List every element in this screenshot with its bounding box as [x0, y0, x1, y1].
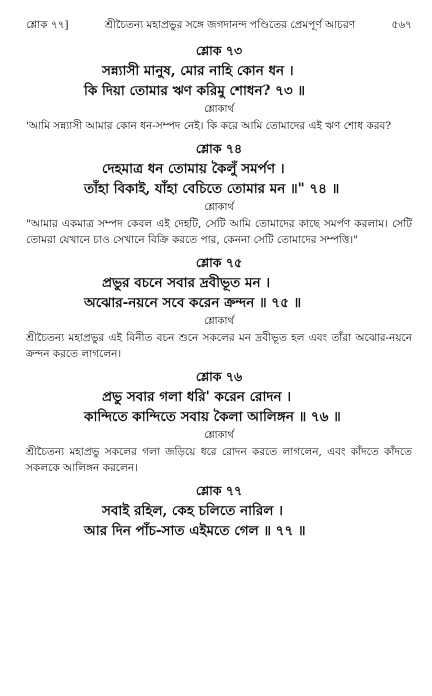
- page-number: ৫৬৭: [391, 19, 412, 31]
- translation-text: শ্রীচৈতন্য মহাপ্রভুর এই বিনীত বচন শুনে সকলের মন দ্রবীভূত হল এবং তাঁরা অঝোর-নয়নে ক্রন্দন করতে লাগলেন।: [26, 332, 412, 360]
- verse-block-75: [26, 254, 412, 362]
- translation-text: শ্রীচৈতন্য মহাপ্রভু সকলের গলা জড়িয়ে ধরে রোদন করতে লাগলেন, এবং কাঁদতে কাঁদতে সকলকে আলিঙ্গন করলেন।: [26, 446, 412, 474]
- header-chapter-title: শ্রীচৈতন্য মহাপ্রভুর সঙ্গে জগদানন্দ পণ্ডিতের প্রেমপূর্ণ আচরণ: [105, 19, 356, 31]
- verse-line-1: সন্ন্যাসী মানুষ, মোর নাহি কোন ধন ।: [102, 63, 294, 79]
- verse-block-73: [26, 42, 412, 134]
- verse-line-2: কান্দিতে কান্দিতে সবায় কৈলা আলিঙ্গন ॥ ৭৬ ॥: [84, 409, 341, 425]
- verse-line-1: প্রভু সবার গলা ধরি' করেন রোদন ।: [102, 389, 292, 405]
- verse-line-2: অঝোর-নয়নে সবে করেন ক্রন্দন ॥ ৭৫ ॥: [84, 295, 302, 311]
- verse-heading: শ্লোক ৭৫: [195, 255, 243, 270]
- translation-label: শ্লোকার্থ: [204, 316, 234, 327]
- verse-heading: শ্লোক ৭৬: [195, 369, 243, 384]
- verse-line-1: সবাই রহিল, কেহ চলিতে নারিল ।: [102, 503, 283, 519]
- translation-text: 'আমি সন্ন্যাসী আমার কোন ধন-সম্পদ নেই। কি করে আমি তোমাদের এই ঋণ শোধ করব?: [26, 120, 392, 132]
- verse-line-2: কি দিয়া তোমার ঋণ করিমু শোধন? ৭৩ ॥: [84, 83, 306, 99]
- verse-line-1: প্রভুর বচনে সবার দ্রবীভূত মন ।: [102, 275, 271, 291]
- verse-block-76: [26, 368, 412, 476]
- header-verse-ref: শ্লোক ৭৭]: [26, 19, 69, 31]
- running-header: [26, 18, 412, 32]
- translation-label: শ্লোকার্থ: [204, 430, 234, 441]
- translation-text: "আমার একমাত্র সম্পদ কেবল এই দেহটি, সেটি আমি তোমাদের কাছে সমর্পণ করলাম। সেটি তোমরা যেখানে চাও সেখানে বিক্রি করতে পার, কেননা সেটি তোমাদের সম্পত্তি।": [26, 218, 412, 246]
- verse-line-2: তাঁহা বিকাই, যাঁহা বেচিতে তোমার মন ॥" ৭৪ ॥: [84, 181, 340, 197]
- verse-block-74: [26, 140, 412, 248]
- verse-line-1: দেহমাত্র ধন তোমায় কৈলুঁ সমর্পণ ।: [102, 161, 285, 177]
- translation-label: শ্লোকার্থ: [204, 202, 234, 213]
- verse-heading: শ্লোক ৭৩: [195, 43, 243, 58]
- verse-heading: শ্লোক ৭৭: [195, 483, 243, 498]
- verse-block-77: [26, 482, 412, 541]
- verse-line-2: আর দিন পাঁচ-সাত এইমতে গেল ॥ ৭৭ ॥: [84, 523, 306, 539]
- translation-label: শ্লোকার্থ: [204, 104, 234, 115]
- verse-heading: শ্লোক ৭৪: [195, 141, 243, 156]
